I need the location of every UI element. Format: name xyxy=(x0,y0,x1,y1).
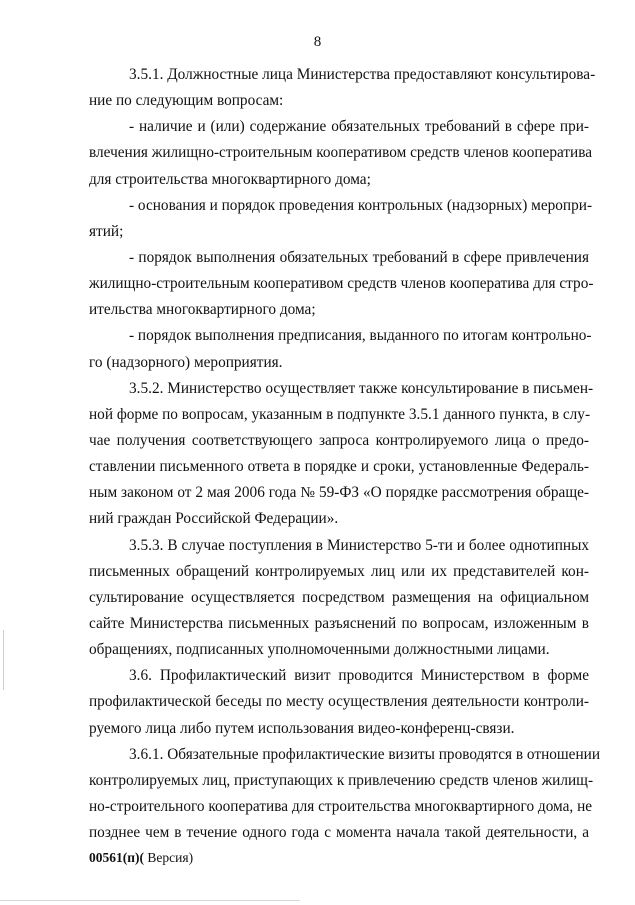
scan-artifact-bottom xyxy=(0,900,300,901)
text-line: ятий; xyxy=(89,222,124,240)
text-line: для строительства многоквартирного дома; xyxy=(89,170,371,188)
text-line: 3.5.3. В случае поступления в Министерство 5-ти и более однотипных xyxy=(129,536,589,554)
text-line: влечения жилищно-строительным кооперативом средств членов кооператива xyxy=(89,144,593,162)
text-line: 3.5.1. Должностные лица Министерства предоставляют консультирова- xyxy=(129,66,596,83)
text-line: позднее чем в течение одного года с момента начала такой деятельности, а xyxy=(89,824,589,842)
text-line: ительства многоквартирного дома; xyxy=(89,301,316,319)
text-line: письменных обращений контролируемых лиц или их представителей кон- xyxy=(89,562,589,580)
text-line: контролируемых лиц, приступающих к привлечению средств членов жилищ- xyxy=(89,771,594,789)
scan-artifact-left xyxy=(3,630,4,690)
text-line: профилактической беседы по месту осуществления деятельности контроли- xyxy=(89,693,589,711)
text-line: ной форме по вопросам, указанным в подпункте 3.5.1 данного пункта, в слу- xyxy=(89,405,591,423)
text-line: руемого лица либо путем использования видео-конференц-связи. xyxy=(89,719,515,737)
text-line: сультирование осуществляется посредством размещения на официальном xyxy=(89,588,589,606)
text-line: - порядок выполнения предписания, выданного по итогам контрольно- xyxy=(129,327,592,345)
text-line: 3.6. Профилактический визит проводится Министерством в форме xyxy=(129,667,589,685)
text-line: ние по следующим вопросам: xyxy=(89,92,284,110)
document-footer xyxy=(89,850,193,866)
text-line: ным законом от 2 мая 2006 года № 59-ФЗ «О порядке рассмотрения обраще- xyxy=(89,484,589,502)
text-line: ний граждан Российской Федерации». xyxy=(89,510,339,528)
text-line: - наличие и (или) содержание обязательных требований в сфере при- xyxy=(129,118,589,136)
document-code: 00561(п)( xyxy=(89,850,145,865)
text-line: 3.6.1. Обязательные профилактические визиты проводятся в отношении xyxy=(129,745,601,763)
text-line: жилищно-строительным кооперативом средств членов кооператива для стро- xyxy=(89,275,594,293)
page-number: 8 xyxy=(313,34,322,50)
text-line: чае получения соответствующего запроса контролируемого лица о предо- xyxy=(89,431,589,449)
document-version-label: Версия) xyxy=(144,850,194,865)
text-line: обращениях, подписанных уполномоченными должностными лицами. xyxy=(89,641,550,659)
text-line: ставлении письменного ответа в порядке и сроки, установленные Федераль- xyxy=(89,458,589,476)
text-line: - основания и порядок проведения контрольных (надзорных) меропри- xyxy=(129,196,593,214)
text-line: 3.5.2. Министерство осуществляет также консультирование в письмен- xyxy=(129,379,594,397)
text-line: - порядок выполнения обязательных требований в сфере привлечения xyxy=(129,248,589,266)
text-line: сайте Министерства письменных разъяснений по вопросам, изложенным в xyxy=(89,614,589,632)
text-line: го (надзорного) мероприятия. xyxy=(89,353,283,371)
document-body xyxy=(89,62,601,846)
text-line: но-строительного кооператива для строительства многоквартирного дома, не xyxy=(89,797,593,815)
